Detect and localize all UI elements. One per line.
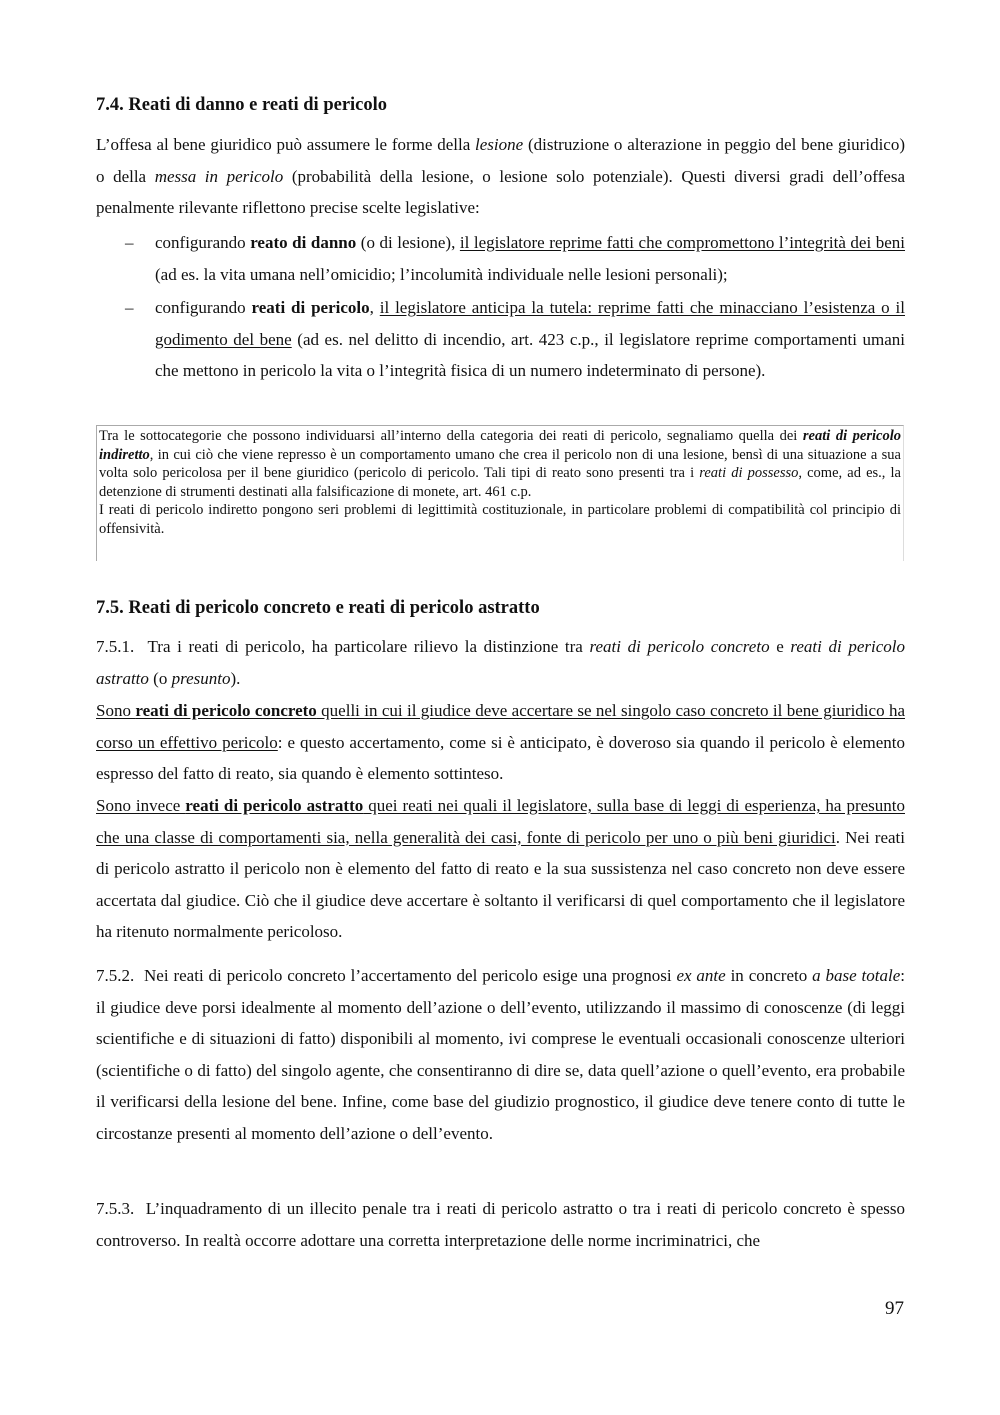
- bullet-item-reato-di-danno: [155, 227, 905, 290]
- bold-term: reati di pericolo astratto: [185, 796, 364, 815]
- paragraph-number: 7.5.3.: [96, 1199, 135, 1218]
- bullet-dash: –: [125, 233, 134, 252]
- underlined-text: Sono: [96, 701, 136, 720]
- intro-paragraph: [96, 129, 905, 224]
- underlined-text: quelli in cui il giudice deve accertare se nel singolo caso concreto il bene giuridico ha corso un effettivo pericolo: [96, 701, 905, 752]
- text: : il giudice deve porsi idealmente al momento dell’azione o dell’evento, utilizzando il massimo di conoscenze (di leggi scientifiche e di situazioni di fatto) disponibili al momento, ivi comprese le eventuali occasionali conoscenze ulteriori (scientifiche o di fatto) del singolo agente, che consentiranno di dire se, data quell’azione o quell’evento, era probabile il verificarsi della lesione del bene. Infine, come base del giudizio prognostico, il giudice deve tenere conto di tutte le circostanze presenti al momento dell’azione o dell’evento.: [96, 966, 905, 1143]
- italic-term: reati di possesso: [699, 465, 799, 481]
- note-paragraph: [99, 427, 901, 501]
- text: , in cui ciò che viene represso è un comportamento umano che crea il pericolo non di una lesione, bensì di una situazione a sua volta solo pericolosa per il bene giuridico (pericolo di pericolo. Tali tipi di reato sono presenti tra i: [99, 446, 901, 481]
- italic-term: a base totale: [812, 966, 901, 985]
- bold-term: reati di pericolo: [251, 298, 370, 317]
- text: (ad es. la vita umana nell’omicidio; l’incolumità individuale nelle lesioni personali);: [155, 264, 728, 284]
- text: . Nei reati di pericolo astratto il pericolo non è elemento del fatto di reato e la sua sussistenza nel caso concreto non deve essere accertata dal giudice. Ciò che il giudice deve accertare è soltanto il verificarsi di quel comportamento che il legislatore ha ritenuto normalmente pericoloso.: [96, 827, 905, 941]
- section-heading-7-5: 7.5. Reati di pericolo concreto e reati di pericolo astratto: [96, 598, 540, 618]
- text: (probabilità della lesione, o lesione solo potenziale). Questi diversi gradi dell’offesa penalmente rilevante riflettono precise scelte legislative:: [96, 166, 905, 217]
- italic-term: lesione: [475, 135, 524, 154]
- underlined-text: Sono invece: [96, 796, 186, 815]
- bullet-item-reati-di-pericolo: [155, 292, 905, 387]
- text: (o di lesione),: [356, 233, 460, 252]
- note-paragraph: I reati di pericolo indiretto pongono seri problemi di legittimità costituzionale, in particolare problemi di compatibilità col principio di offensività.: [99, 502, 901, 537]
- paragraph-7-5-3: [96, 1193, 905, 1256]
- underlined-text: il legislatore anticipa la tutela: reprime fatti che minacciano l’esistenza o il godimento del bene: [155, 298, 905, 349]
- text: , come, ad es., la detenzione di strumenti destinati alla falsificazione di monete, art. 461 c.p.: [99, 465, 901, 500]
- italic-term: reati di pericolo concreto: [589, 637, 770, 656]
- text: configurando: [155, 298, 252, 317]
- note-box: [96, 425, 904, 561]
- paragraph-7-5-1: [96, 631, 905, 694]
- text: configurando: [155, 233, 251, 252]
- paragraph-7-5-2: [96, 960, 905, 1149]
- text: Nei reati di pericolo concreto l’accertamento del pericolo esige una prognosi: [144, 966, 677, 985]
- underlined-text: quei reati nei quali il legislatore, sulla base di leggi di esperienza, ha presunto che una classe di comportamenti sia, nella generalità dei casi, fonte di pericolo per uno o più beni giuridici: [96, 796, 905, 847]
- paragraph-pericolo-concreto: [96, 695, 905, 790]
- text: L’inquadramento di un illecito penale tra i reati di pericolo astratto o tra i reati di pericolo concreto è spesso controverso. In realtà occorre adottare una corretta interpretazione delle norme incriminatrici, che: [96, 1199, 906, 1250]
- section-heading-7-4: 7.4. Reati di danno e reati di pericolo: [96, 95, 388, 115]
- page-number: 97: [885, 1298, 904, 1319]
- paragraph-pericolo-astratto: [96, 790, 905, 948]
- underlined-text: il legislatore reprime fatti che compromettono l’integrità dei beni: [459, 233, 906, 252]
- paragraph-number: 7.5.2.: [96, 966, 135, 985]
- text: in concreto: [725, 966, 813, 985]
- bullet-dash: –: [125, 298, 134, 317]
- text: : e questo accertamento, come si è anticipato, è doveroso sia quando il pericolo è elemento espresso del fatto di reato, sia quando è elemento sottinteso.: [96, 732, 906, 783]
- text: (distruzione o alterazione in peggio del bene giuridico) o della: [96, 135, 905, 186]
- text: e: [769, 637, 791, 656]
- text: Tra i reati di pericolo, ha particolare rilievo la distinzione tra: [147, 637, 590, 656]
- bold-italic-term: reati di pericolo indiretto: [99, 428, 901, 463]
- text: ,: [369, 298, 380, 317]
- text: Tra le sottocategorie che possono individuarsi all’interno della categoria dei reati di pericolo, segnaliamo quella dei: [99, 428, 803, 444]
- text: (o: [148, 668, 172, 688]
- italic-term: reati di pericolo astratto: [96, 637, 906, 688]
- italic-term: messa in pericolo: [154, 166, 284, 186]
- text: L’offesa al bene giuridico può assumere le forme della: [96, 135, 476, 154]
- italic-term: ex ante: [676, 966, 726, 985]
- text: (ad es. nel delitto di incendio, art. 423 c.p., il legislatore reprime comportamenti umani che mettono in pericolo la vita o l’integrità fisica di un numero indeterminato di persone).: [155, 329, 906, 380]
- bold-term: reato di danno: [250, 233, 357, 252]
- text: ).: [230, 668, 241, 688]
- bold-term: reati di pericolo concreto: [135, 701, 317, 720]
- paragraph-number: 7.5.1.: [96, 637, 135, 656]
- italic-term: presunto: [171, 668, 231, 688]
